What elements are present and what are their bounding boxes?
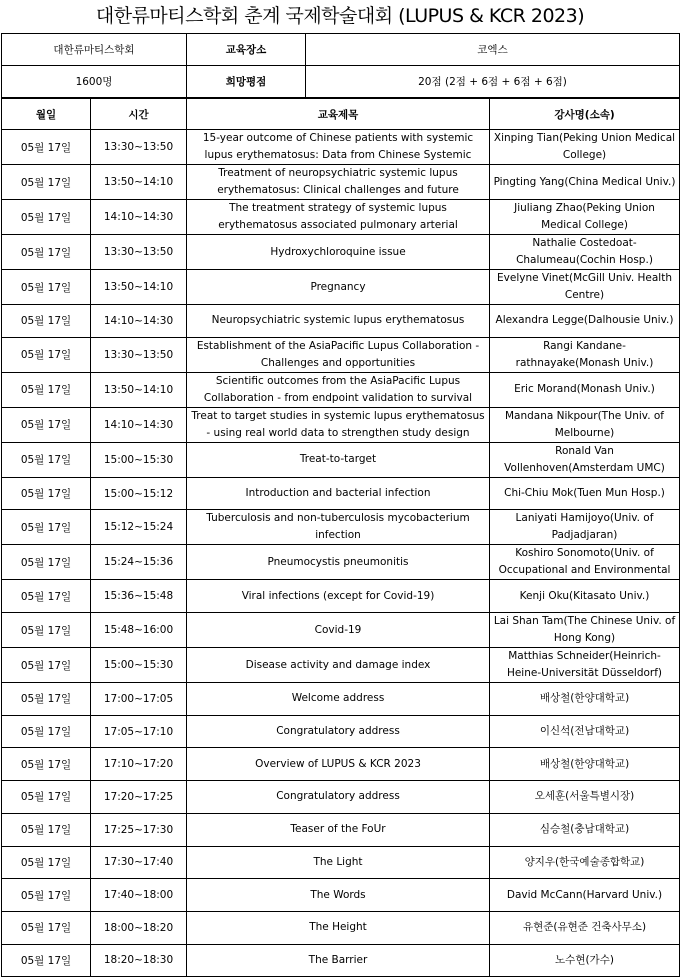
table-row [2,781,680,814]
row-time: 17:00~17:05 [91,683,187,716]
row-topic: Treat-to-target [187,442,490,477]
table-row [2,305,680,338]
row-time: 13:30~13:50 [91,130,187,165]
row-topic: Neuropsychiatric systemic lupus erythematosus [187,305,490,338]
row-speaker: Eric Morand(Monash Univ.) [490,372,680,407]
row-topic: Tuberculosis and non-tuberculosis mycobacterium infection [187,510,490,545]
row-topic: The Barrier [187,944,490,977]
row-time: 15:12~15:24 [91,510,187,545]
table-row [2,200,680,235]
row-speaker: Xinping Tian(Peking Union Medical College) [490,130,680,165]
row-date: 05월 17일 [2,372,91,407]
row-speaker: Chi-Chiu Mok(Tuen Mun Hosp.) [490,477,680,510]
row-topic: Overview of LUPUS & KCR 2023 [187,748,490,781]
table-row [2,130,680,165]
table-row [2,372,680,407]
table-row [2,442,680,477]
row-date: 05월 17일 [2,846,91,879]
row-speaker: Ronald Van Vollenhoven(Amsterdam UMC) [490,442,680,477]
row-date: 05월 17일 [2,407,91,442]
table-row [2,846,680,879]
table-row [2,613,680,648]
row-date: 05월 17일 [2,270,91,305]
table-row [2,580,680,613]
row-speaker: 오세훈(서울특별시장) [490,781,680,814]
row-date: 05월 17일 [2,130,91,165]
header-time: 시간 [91,99,187,130]
row-speaker: 배상철(한양대학교) [490,748,680,781]
row-speaker: 심승철(충남대학교) [490,813,680,846]
venue-value: 코엑스 [306,34,680,66]
table-row [2,165,680,200]
row-speaker: Alexandra Legge(Dalhousie Univ.) [490,305,680,338]
row-time: 18:00~18:20 [91,911,187,944]
row-topic: Pneumocystis pneumonitis [187,545,490,580]
row-date: 05월 17일 [2,613,91,648]
capacity-value: 1600명 [2,66,187,98]
row-topic: 15-year outcome of Chinese patients with systemic lupus erythematosus: Data from Chinese Systemic [187,130,490,165]
table-row [2,715,680,748]
row-time: 15:24~15:36 [91,545,187,580]
header-topic: 교육제목 [187,99,490,130]
table-row [2,813,680,846]
row-date: 05월 17일 [2,442,91,477]
row-time: 13:50~14:10 [91,165,187,200]
row-date: 05월 17일 [2,911,91,944]
row-speaker: 노수현(가수) [490,944,680,977]
row-speaker: 배상철(한양대학교) [490,683,680,716]
row-topic: Pregnancy [187,270,490,305]
row-speaker: Jiuliang Zhao(Peking Union Medical College) [490,200,680,235]
row-time: 17:30~17:40 [91,846,187,879]
row-date: 05월 17일 [2,944,91,977]
row-date: 05월 17일 [2,879,91,912]
row-topic: Congratulatory address [187,781,490,814]
row-date: 05월 17일 [2,580,91,613]
table-row [2,879,680,912]
row-time: 14:10~14:30 [91,305,187,338]
row-date: 05월 17일 [2,781,91,814]
row-speaker: Evelyne Vinet(McGill Univ. Health Centre) [490,270,680,305]
table-row [2,748,680,781]
table-row [2,510,680,545]
schedule-body [2,130,680,977]
row-topic: Teaser of the FoUr [187,813,490,846]
table-row [2,683,680,716]
info-row-credits [2,66,680,98]
row-topic: Treat to target studies in systemic lupus erythematosus - using real world data to strengthen study design [187,407,490,442]
row-date: 05월 17일 [2,648,91,683]
row-topic: Disease activity and damage index [187,648,490,683]
row-time: 13:30~13:50 [91,337,187,372]
row-date: 05월 17일 [2,200,91,235]
row-speaker: Rangi Kandane-rathnayake(Monash Univ.) [490,337,680,372]
row-time: 15:00~15:30 [91,442,187,477]
row-time: 15:00~15:30 [91,648,187,683]
row-date: 05월 17일 [2,715,91,748]
row-time: 17:20~17:25 [91,781,187,814]
row-time: 13:50~14:10 [91,270,187,305]
page-title: 대한류마티스학회 춘계 국제학술대회 (LUPUS & KCR 2023) [95,5,585,27]
row-date: 05월 17일 [2,165,91,200]
header-date: 월일 [2,99,91,130]
row-date: 05월 17일 [2,510,91,545]
row-topic: Establishment of the AsiaPacific Lupus Collaboration - Challenges and opportunities [187,337,490,372]
table-row [2,545,680,580]
credits-label: 희망평점 [187,66,306,98]
row-topic: Introduction and bacterial infection [187,477,490,510]
row-time: 17:40~18:00 [91,879,187,912]
table-row [2,337,680,372]
table-row [2,270,680,305]
row-date: 05월 17일 [2,545,91,580]
row-date: 05월 17일 [2,305,91,338]
row-date: 05월 17일 [2,813,91,846]
row-time: 15:36~15:48 [91,580,187,613]
row-date: 05월 17일 [2,337,91,372]
organizer-value: 대한류마티스학회 [2,34,187,66]
row-speaker: Matthias Schneider(Heinrich-Heine-Universität Düsseldorf) [490,648,680,683]
row-topic: Welcome address [187,683,490,716]
row-time: 14:10~14:30 [91,407,187,442]
table-row [2,911,680,944]
row-speaker: Nathalie Costedoat-Chalumeau(Cochin Hosp.) [490,235,680,270]
schedule-table [1,98,680,977]
row-date: 05월 17일 [2,477,91,510]
info-row-venue [2,34,680,66]
row-date: 05월 17일 [2,683,91,716]
row-date: 05월 17일 [2,748,91,781]
row-topic: Scientific outcomes from the AsiaPacific Lupus Collaboration - from endpoint validation to survival [187,372,490,407]
row-topic: The Height [187,911,490,944]
row-time: 17:25~17:30 [91,813,187,846]
row-time: 18:20~18:30 [91,944,187,977]
schedule-header-row [2,99,680,130]
header-speaker: 강사명(소속) [490,99,680,130]
row-speaker: 양지우(한국예술종합학교) [490,846,680,879]
row-time: 15:48~16:00 [91,613,187,648]
row-speaker: 유현준(유현준 건축사무소) [490,911,680,944]
row-time: 14:10~14:30 [91,200,187,235]
row-speaker: Koshiro Sonomoto(Univ. of Occupational and Environmental [490,545,680,580]
row-topic: The Words [187,879,490,912]
row-topic: Congratulatory address [187,715,490,748]
row-topic: Hydroxychloroquine issue [187,235,490,270]
row-topic: The Light [187,846,490,879]
course-info-table [1,33,680,98]
row-speaker: Lai Shan Tam(The Chinese Univ. of Hong Kong) [490,613,680,648]
row-time: 17:05~17:10 [91,715,187,748]
row-topic: Viral infections (except for Covid-19) [187,580,490,613]
row-time: 17:10~17:20 [91,748,187,781]
row-time: 13:30~13:50 [91,235,187,270]
row-time: 15:00~15:12 [91,477,187,510]
table-row [2,648,680,683]
row-date: 05월 17일 [2,235,91,270]
table-row [2,235,680,270]
row-speaker: Laniyati Hamijoyo(Univ. of Padjadjaran) [490,510,680,545]
row-topic: The treatment strategy of systemic lupus erythematosus associated pulmonary arterial [187,200,490,235]
table-row [2,944,680,977]
row-speaker: Mandana Nikpour(The Univ. of Melbourne) [490,407,680,442]
row-time: 13:50~14:10 [91,372,187,407]
row-topic: Treatment of neuropsychiatric systemic lupus erythematosus: Clinical challenges and future [187,165,490,200]
table-row [2,407,680,442]
row-topic: Covid-19 [187,613,490,648]
row-speaker: 이신석(전남대학교) [490,715,680,748]
row-speaker: Kenji Oku(Kitasato Univ.) [490,580,680,613]
venue-label: 교육장소 [187,34,306,66]
table-row [2,477,680,510]
row-speaker: David McCann(Harvard Univ.) [490,879,680,912]
credits-value: 20점 (2점 + 6점 + 6점 + 6점) [306,66,680,98]
row-speaker: Pingting Yang(China Medical Univ.) [490,165,680,200]
